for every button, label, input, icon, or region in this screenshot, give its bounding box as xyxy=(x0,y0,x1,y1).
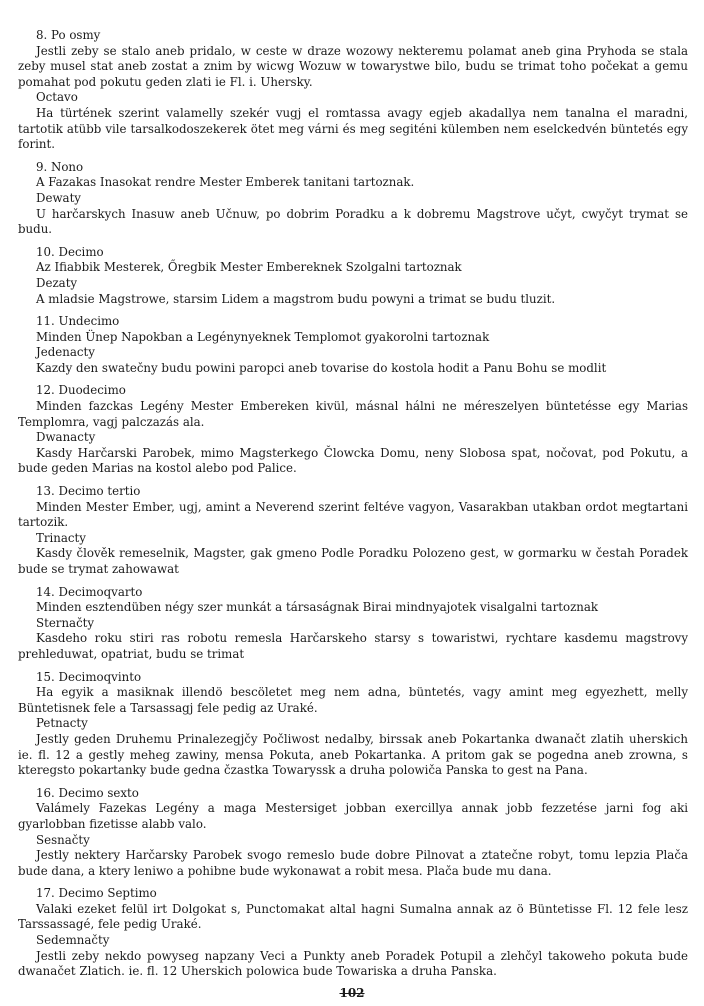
slovak-text: Jestly geden Druhemu Prinalezegjčy Počliwost nedalby, birssak aneb Pokartanka dwanačt zlatih uherskich ie. fl. 12 a gestly meheg zawiny, mensa Pokuta, aneb Pokartanka. A pritom gak se pogedna aneb zrowna, s kteregsto pokartanky bude gedna čzastka Towaryssk a druha polowiča Panska to gest na Pana. xyxy=(18,731,688,778)
article-17 xyxy=(18,886,688,980)
article-11 xyxy=(18,314,688,376)
article-heading: 17. Decimo Septimo xyxy=(36,886,157,901)
article-label: Dezaty xyxy=(36,275,78,290)
article-heading: 14. Decimoqvarto xyxy=(36,584,143,599)
hungarian-text: Minden Mester Ember, ugj, amint a Neverend szerint feltéve vagyon, Vasarakban utakban ordot megtartani tartozik. xyxy=(18,499,688,530)
article-label: Dewaty xyxy=(36,190,81,205)
hungarian-text: A Fazakas Inasokat rendre Mester Emberek tanitani tartoznak. xyxy=(36,175,415,190)
article-label: Trinacty xyxy=(36,530,86,545)
article-label: Sternačty xyxy=(36,615,95,630)
article-8 xyxy=(18,28,688,153)
article-heading: 15. Decimoqvinto xyxy=(36,669,142,684)
hungarian-text: Minden Ünep Napokban a Legénynyeknek Templomot gyakorolni tartoznak xyxy=(36,329,490,344)
hungarian-text: Minden fazckas Legény Mester Embereken kivül, másnal hálni ne méreszelyen büntetésse egy Marias Templomra, vagj palczazás ala. xyxy=(18,399,688,429)
article-heading: 16. Decimo sexto xyxy=(36,785,139,800)
article-label: Jedenacty xyxy=(36,345,95,360)
article-heading: 9. Nono xyxy=(36,159,84,174)
article-label: Octavo xyxy=(36,90,78,105)
article-heading: 13. Decimo tertio xyxy=(36,484,141,499)
page-number-text: 102 xyxy=(339,986,365,1000)
article-16 xyxy=(18,786,688,880)
article-label: Petnacty xyxy=(36,716,88,731)
article-12 xyxy=(18,383,688,477)
article-13 xyxy=(18,484,688,578)
slovak-text: A mladsie Magstrowe, starsim Lidem a magstrom budu powyni a trimat se budu tluzit. xyxy=(36,291,556,306)
slovak-text: Jestli zeby nekdo powyseg napzany Veci a Punkty aneb Poradek Potupil a zlehčyl takoweho pokuta bude dwanačet Zlatich. ie. fl. 12 Uherskich polowica bude Towariska a druha Panska. xyxy=(18,948,688,979)
hungarian-text: Ha egyik a masiknak illendö bescöletet meg nem adna, büntetés, vagy amint meg egyezhett, melly Büntetisnek fele a Tarsassagj fele pedig az Uraké. xyxy=(18,685,688,715)
article-10 xyxy=(18,245,688,307)
hungarian-text: Az Ifiabbik Mesterek, Őregbik Mester Embereknek Szolgalni tartoznak xyxy=(36,260,462,275)
slovak-text: Kasdeho roku stiri ras robotu remesla Harčarskeho starsy s towaristwi, rychtare kasdemu magstrovy prehleduwat, opatriat, budu se trimat xyxy=(18,631,688,661)
article-14 xyxy=(18,585,688,663)
article-9 xyxy=(18,160,688,238)
article-label: Sesnačty xyxy=(36,832,90,847)
slovak-text: Kasdy člověk remeselnik, Magster, gak gmeno Podle Poradku Polozeno gest, w gormarku w čestah Poradek bude se trymat zahowawat xyxy=(18,546,688,576)
article-heading: 12. Duodecimo xyxy=(36,383,126,398)
article-15 xyxy=(18,670,688,779)
article-label: Sedemnačty xyxy=(36,933,110,948)
article-label: Dwanacty xyxy=(36,430,96,445)
hungarian-text: Valámely Fazekas Legény a maga Mestersiget jobban exercillya annak jobb fezzetése jarni fog aki gyarlobban fizetisse alabb valo. xyxy=(18,801,688,831)
hungarian-text: Ha türtének szerint valamelly szekér vugj el romtassa avagy egjeb akadallya nem tanalna el maradni, tartotik atübb vile tarsalkodoszekerek ötet meg várni és meg segiténi külemben nem eselckedvén büntetés egy forint. xyxy=(18,105,688,152)
slovak-text: U harčarskych Inasuw aneb Učnuw, po dobrim Poradku a k dobremu Magstrove učyt, cwyčyt trymat se budu. xyxy=(18,206,688,237)
slovak-text: Jestli zeby se stalo aneb pridalo, w ceste w draze wozowy nekteremu polamat aneb gina Pryhoda se stala zeby musel stat aneb zostat a znim by wicwg Wozuw w towarystwe bilo, budu se trimat toho počekat a gemu pomahat pod pokutu geden zlati ie Fl. i. Uhersky. xyxy=(18,43,688,89)
hungarian-text: Valaki ezeket felül irt Dolgokat s, Punctomakat altal hagni Sumalna annak az ö Büntetisse Fl. 12 fele lesz Tarssassagé, fele pedig Uraké. xyxy=(18,901,688,932)
slovak-text: Jestly nektery Harčarsky Parobek svogo remeslo bude dobre Pilnovat a ztatečne robyt, tomu lepzia Plača bude dana, a ktery leniwo a pohibne bude wykonawat a robit mesa. Plača bude mu dana. xyxy=(18,848,688,878)
article-heading: 11. Undecimo xyxy=(36,314,120,329)
hungarian-text: Minden esztendüben négy szer munkát a társaságnak Birai mindnyajotek visalgalni tartoznak xyxy=(36,600,599,615)
article-heading: 8. Po osmy xyxy=(36,28,101,42)
article-heading: 10. Decimo xyxy=(36,244,104,259)
slovak-text: Kazdy den swatečny budu powini paropci aneb tovarise do kostola hodit a Panu Bohu se modlit xyxy=(36,360,607,375)
page-number xyxy=(0,986,704,1002)
slovak-text: Kasdy Harčarski Parobek, mimo Magsterkego Člowcka Domu, neny Slobosa spat, nočovat, pod Pokutu, a bude geden Marias na kostol alebo pod Palice. xyxy=(18,445,688,476)
